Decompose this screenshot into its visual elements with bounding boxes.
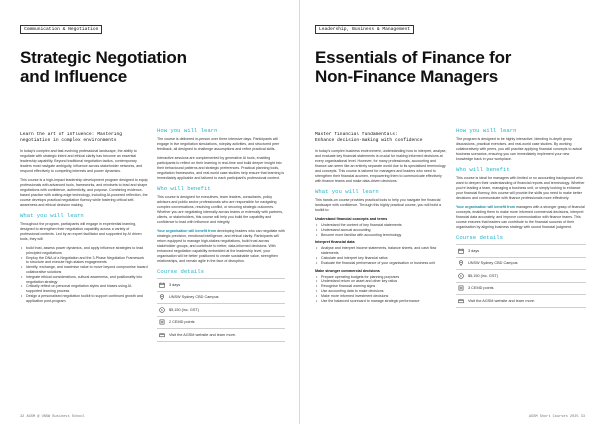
paragraph: The course is delivered in-person over three intensive days. Participants will engage in live negotiation simulations, roleplay activities, and structured peer feedback, all designed to challenge assumptions and refine practical skills. xyxy=(157,137,280,151)
group-title: Make stronger commercial decisions xyxy=(315,268,380,273)
group-list xyxy=(315,246,448,265)
paragraph xyxy=(157,229,285,264)
list-item: • Understand accrual accounting xyxy=(315,228,448,233)
paragraph: The program is designed to be highly interactive, blending in-depth group discussions, practical exercises, and real-world case studies. By working collaboratively with peers, you will practise applying financial concepts to actual business scenarios, ensuring you can immediately implement your new knowledge back in your workplace. xyxy=(456,137,583,161)
section-heading: Who will benefit xyxy=(456,166,510,173)
svg-text:$: $ xyxy=(161,307,163,312)
detail-duration xyxy=(157,279,285,292)
detail-link[interactable] xyxy=(157,329,285,342)
course-details xyxy=(456,244,586,308)
location-icon xyxy=(458,260,464,266)
section-heading: How you will learn xyxy=(456,127,517,134)
paragraph: This course is ideal for managers with limited or no accounting background who want to deepen their understanding of financial reports and terminology. Whether you're leading a team, managing a business unit, or simply looking to enhance your financial fluency, this course will provide the skills you need to make better decisions and communicate with finance professionals more effectively. xyxy=(456,176,585,200)
paragraph-text: developing leaders who can negotiate with strategic precision, emotional intelligence, and ethical clarity. Participants will return equipped to manage high-stakes negotiations, build trust across stakeholder groups, and contribute to better, data-informed decisions. With enhanced negotiation capability embedded at the leadership level, your organisation will be better positioned to create sustainable value, strengthen relationships, and remain agile in the face of disruption. xyxy=(157,229,285,263)
detail-price xyxy=(456,270,586,283)
lead-line: Master financial fundamentals: xyxy=(315,132,398,137)
learn-list xyxy=(20,246,148,304)
list-item: • Make more informed investment decisions xyxy=(315,294,448,299)
list-item: • Evaluate the financial performance of your organisation or business unit xyxy=(315,261,448,266)
calendar-icon xyxy=(159,282,165,288)
link-icon xyxy=(458,298,464,304)
list-item: • Identify, exchange, and maximise value to move beyond compromise toward collaborative solutions xyxy=(20,265,148,275)
detail-points xyxy=(157,317,285,330)
category-tag: Communication & Negotiation xyxy=(20,25,102,34)
svg-text:$: $ xyxy=(460,273,462,278)
list-item: • Design a personalised negotiation toolkit to support continued growth and application post-program. xyxy=(20,294,148,304)
category-tag: Leadership, Business & Management xyxy=(315,25,414,34)
detail-location xyxy=(157,292,285,305)
section-heading: Course details xyxy=(157,268,204,275)
detail-text: $5,150 (inc. GST) xyxy=(468,273,498,278)
list-item: • Use the balanced scorecard to manage strategic performance xyxy=(315,299,448,304)
paragraph: This course is designed for executives, team leaders, consultants, policy advisors and public sector professionals who are responsible for navigating complex conversations, resolving conflict, or securing strategic outcomes. Whether you are negotiating internally across teams or externally with partners, clients, or stakeholders, this course will help you build the capability and confidence to lead with influence and integrity. xyxy=(157,195,284,224)
title-line: Strategic Negotiation xyxy=(20,48,187,67)
list-item: • Become more familiar with accounting terminology xyxy=(315,233,448,238)
group-list xyxy=(315,275,448,304)
learn-intro: This hands-on course provides practical tools to help you navigate the financial landscape with confidence. Through this highly practical course, you will build a toolkit to: xyxy=(315,198,441,212)
title-line: Non-Finance Managers xyxy=(315,67,499,86)
list-item: • Analyse and interpret income statements, balance sheets, and cash flow statements xyxy=(315,246,448,256)
list-item: • Integrate ethical considerations, cultural awareness, and positionality into negotiation strategy xyxy=(20,275,148,285)
calendar-icon xyxy=(458,248,464,254)
paragraph xyxy=(456,205,586,230)
learn-intro: Throughout the program, participants will engage in experiential learning, designed to strengthen their negotiation capability across a variety of professional contexts. Led by an expert facilitator and supported by AI driven tools, they will: xyxy=(20,222,142,241)
page-footer: AGSM Short Courses 2025 33 xyxy=(528,415,585,419)
course-details xyxy=(157,278,285,342)
detail-text: $5,150 (inc. GST) xyxy=(169,307,199,312)
page-title xyxy=(315,48,590,86)
lead-text xyxy=(315,132,448,144)
list-item: • Employ the DNA of a Negotiation and the 3-Phase Negotiation Framework to structure and execute high-stakes engagements xyxy=(20,256,148,266)
detail-text: 2 CEMD points xyxy=(169,320,195,325)
left-column xyxy=(20,132,148,408)
detail-text: UNSW Sydney CBD Campus xyxy=(169,295,219,300)
list-item: • Recognise financial warning signs xyxy=(315,284,448,289)
price-icon xyxy=(159,307,165,313)
list-item: • Prepare operating budgets for planning purposes xyxy=(315,275,448,280)
list-item: • Understand return on asset and other key ratios xyxy=(315,279,448,284)
group-title: Interpret financial data xyxy=(315,240,355,245)
section-heading: Course details xyxy=(456,234,503,241)
lead-line: Enhance decision-making with confidence xyxy=(315,138,423,143)
detail-points xyxy=(456,283,586,296)
detail-price xyxy=(157,304,285,317)
credit-icon xyxy=(159,319,165,325)
lead-line: Learn the art of influence: Mastering xyxy=(20,132,122,137)
section-heading: How you will learn xyxy=(157,127,218,134)
intro-paragraph: In today's complex business environment, understanding how to interpret, analyse, and evaluate key financial statements is crucial for making informed decisions at every organisational level. However, for many professionals, accounting and finance can seem like an entirely separate world due to its specialised terminology and concepts. This course is tailored for managers and leaders who need to strengthen their financial acumen, empowering them to communicate effectively with finance teams and make data-driven decisions. xyxy=(315,149,447,183)
detail-text: 3 days xyxy=(169,282,181,287)
right-column xyxy=(157,127,285,407)
detail-link[interactable] xyxy=(456,295,586,308)
link-icon xyxy=(159,332,165,338)
intro-paragraph: In today's complex and fast-evolving professional landscape, the ability to negotiate with strategic intent and ethical clarity has become an essential leadership capability. Beyond traditional negotiation tactics, contemporary leaders must navigate ambiguity, influence across stakeholder networks, and respond effectively to competing interests and power dynamics. xyxy=(20,149,143,173)
paragraph-text: managers with a stronger grasp of financial concepts, enabling them to make more informed commercial decisions, interpret financial data accurately, and improve communication with finance teams. This course ensures that leaders can contribute to the financial success of their organisation by aligning business strategy with sound financial judgment. xyxy=(456,205,585,229)
page-title xyxy=(20,48,280,86)
highlight-text: Your organisation will benefit from xyxy=(456,205,516,209)
detail-text: UNSW Sydney CBD Campus xyxy=(468,261,518,266)
highlight-text: Your organisation will benefit from xyxy=(157,229,217,233)
website-link[interactable]: Visit the AGSM website and learn more. xyxy=(468,298,536,303)
title-line: and Influence xyxy=(20,67,127,86)
intro-paragraph: This course is a high-impact leadership development program designed to equip professionals with advanced tools, frameworks, and mindsets to lead and shape negotiations with confidence, authenticity, and purpose. Combining evidence-based practice with cutting-edge technology, including AI-powered reflection, the course develops practical negotiation fluency while fostering critical self-awareness and ethical decision making. xyxy=(20,178,148,207)
right-page xyxy=(300,0,600,424)
right-column xyxy=(456,127,586,407)
list-item: • Understand the content of key financial statements xyxy=(315,223,448,228)
page-footer: 32 AGSM @ UNSW Business School xyxy=(20,415,85,419)
list-item: • Critically reflect on personal negotiation styles and biases using AI-supported learning process xyxy=(20,284,148,294)
paragraph: Interactive sessions are complemented by generative AI tools, enabling participants to reflect on their learning in real-time and build deeper insight into their behavioural patterns and strategic preferences. Practical planning tools, negotiation frameworks, and real-world case studies help ensure that learning is immediately applicable and tailored to each participant's professional context. xyxy=(157,156,285,180)
website-link[interactable]: Visit the AGSM website and learn more. xyxy=(169,332,237,337)
detail-location xyxy=(456,258,586,271)
list-item: • Use accounting data to make decisions xyxy=(315,289,448,294)
list-item: • build trust, assess power dynamics, and apply influence strategies to lead principled negotiations xyxy=(20,246,148,256)
lead-line: negotiation in complex environments xyxy=(20,138,117,143)
lead-text xyxy=(20,132,148,144)
list-item: • Calculate and interpret key financial ratios xyxy=(315,256,448,261)
detail-duration xyxy=(456,245,586,258)
left-column xyxy=(315,132,448,408)
section-heading: What you will learn xyxy=(20,212,84,219)
price-icon xyxy=(458,273,464,279)
group-title: Understand financial concepts and terms xyxy=(315,217,388,221)
section-heading: Who will benefit xyxy=(157,185,211,192)
title-line: Essentials of Finance for xyxy=(315,48,512,67)
section-heading: What you will learn xyxy=(315,188,379,195)
credit-icon xyxy=(458,285,464,291)
detail-text: 3 days xyxy=(468,248,480,253)
group-list xyxy=(315,223,448,237)
location-icon xyxy=(159,294,165,300)
detail-text: 3 CEMD points xyxy=(468,286,494,291)
